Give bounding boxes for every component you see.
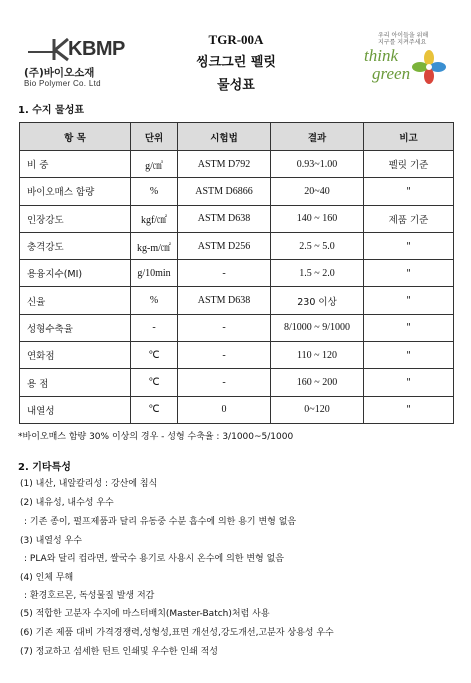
cell-method: 0 — [178, 396, 271, 423]
feature-line: (6) 기존 제품 대비 가격경쟁력,성형성,표면 개선성,강도개선,고분자 상용성 우수 — [20, 628, 334, 638]
table-row — [20, 369, 454, 396]
logo-brand-text: KBMP — [68, 38, 125, 60]
logo-tagline: 우리 아이들을 위해 — [378, 32, 429, 39]
table-row — [20, 342, 454, 369]
cell-note: " — [364, 178, 454, 205]
cell-result: 110 ~ 120 — [271, 342, 364, 369]
table-row — [20, 232, 454, 259]
cell-method: ASTM D638 — [178, 287, 271, 314]
cell-unit: % — [131, 287, 178, 314]
table-row — [20, 151, 454, 178]
cell-result: 230 이상 — [271, 287, 364, 314]
cell-method: ASTM D256 — [178, 232, 271, 259]
cell-item: 내열성 — [20, 396, 131, 423]
cell-item: 용 점 — [20, 369, 131, 396]
cell-note: " — [364, 369, 454, 396]
cell-method: ASTM D6866 — [178, 178, 271, 205]
column-header: 비고 — [364, 123, 454, 151]
cell-item: 바이오매스 함량 — [20, 178, 131, 205]
cell-note: " — [364, 314, 454, 341]
document-code: TGR-00A — [208, 32, 264, 47]
cell-item: 연화점 — [20, 342, 131, 369]
table-row — [20, 396, 454, 423]
table-footnote: *바이오매스 함량 30% 이상의 경우 - 성형 수축율 : 3/1000~5/1000 — [18, 432, 294, 442]
section-title: 2. 기타특성 — [18, 462, 71, 473]
feature-detail: : 환경호르몬, 독성물질 발생 저감 — [24, 591, 155, 601]
cell-result: 2.5 ~ 5.0 — [271, 232, 364, 259]
feature-line: (1) 내산, 내알칼리성 : 강산에 침식 — [20, 479, 158, 489]
cell-method: - — [178, 260, 271, 287]
table-row — [20, 287, 454, 314]
cell-item: 신율 — [20, 287, 131, 314]
think-green-logo — [360, 24, 450, 88]
feature-line: (5) 적합한 고분자 수지에 마스터배치(Master-Batch)처럼 사용 — [20, 609, 270, 619]
table-row — [20, 314, 454, 341]
cell-result: 1.5 ~ 2.0 — [271, 260, 364, 287]
cell-unit: g/㎤ — [131, 151, 178, 178]
logo-company-name-kr: (주)바이오소재 — [24, 67, 95, 79]
cell-method: - — [178, 342, 271, 369]
cell-result: 0.93~1.00 — [271, 151, 364, 178]
feature-detail: : PLA와 달리 컵라면, 쌀국수 용기로 사용시 온수에 의한 변형 없음 — [24, 554, 284, 564]
feature-detail: : 기존 종이, 펄프제품과 달리 유동중 수분 흡수에 의한 용기 변형 없음 — [24, 517, 297, 527]
cell-unit: g/10min — [131, 260, 178, 287]
table-row — [20, 178, 454, 205]
page-title: 물성표 — [217, 78, 255, 93]
cell-result: 140 ~ 160 — [271, 205, 364, 232]
column-header: 단위 — [131, 123, 178, 151]
cell-unit: ℃ — [131, 396, 178, 423]
cell-item: 인장강도 — [20, 205, 131, 232]
cell-unit: ℃ — [131, 342, 178, 369]
cell-method: ASTM D792 — [178, 151, 271, 178]
column-header: 시험법 — [178, 123, 271, 151]
feature-line: (7) 정교하고 섬세한 틴트 인쇄및 우수한 인쇄 적성 — [20, 647, 218, 657]
table-row — [20, 205, 454, 232]
logo-company-name-en: Bio Polymer Co. Ltd — [24, 79, 101, 88]
table-header-row — [20, 123, 454, 151]
flower-icon — [412, 50, 446, 84]
cell-method: - — [178, 314, 271, 341]
cell-note: " — [364, 287, 454, 314]
feature-line: (2) 내유성, 내수성 우수 — [20, 498, 114, 508]
section-title: 1. 수지 물성표 — [18, 105, 85, 116]
cell-note: 제품 기준 — [364, 205, 454, 232]
cell-note: " — [364, 260, 454, 287]
cell-result: 20~40 — [271, 178, 364, 205]
feature-line: (3) 내열성 우수 — [20, 536, 82, 546]
logo-word-green: green — [372, 64, 411, 83]
cell-unit: kg-m/㎠ — [131, 232, 178, 259]
cell-method: ASTM D638 — [178, 205, 271, 232]
cell-result: 8/1000 ~ 9/1000 — [271, 314, 364, 341]
cell-unit: % — [131, 178, 178, 205]
properties-table — [19, 122, 454, 424]
cell-result: 160 ~ 200 — [271, 369, 364, 396]
cell-result: 0~120 — [271, 396, 364, 423]
cell-note: " — [364, 232, 454, 259]
column-header: 결과 — [271, 123, 364, 151]
logo-tagline: 지구를 지켜주세요 — [378, 39, 427, 46]
cell-unit: - — [131, 314, 178, 341]
feature-line: (4) 인체 무해 — [20, 573, 74, 583]
company-logo — [22, 36, 132, 92]
cell-item: 비 중 — [20, 151, 131, 178]
cell-method: - — [178, 369, 271, 396]
cell-item: 충격강도 — [20, 232, 131, 259]
logo-word-think: think — [364, 46, 398, 65]
cell-unit: ℃ — [131, 369, 178, 396]
cell-note: " — [364, 396, 454, 423]
table-row — [20, 260, 454, 287]
column-header: 항 목 — [20, 123, 131, 151]
product-name: 씽크그린 펠릿 — [196, 55, 276, 70]
cell-item: 성형수축율 — [20, 314, 131, 341]
cell-item: 용융지수(MI) — [20, 260, 131, 287]
cell-unit: kgf/㎠ — [131, 205, 178, 232]
cell-note: 펠릿 기준 — [364, 151, 454, 178]
cell-note: " — [364, 342, 454, 369]
document-header — [136, 32, 336, 94]
